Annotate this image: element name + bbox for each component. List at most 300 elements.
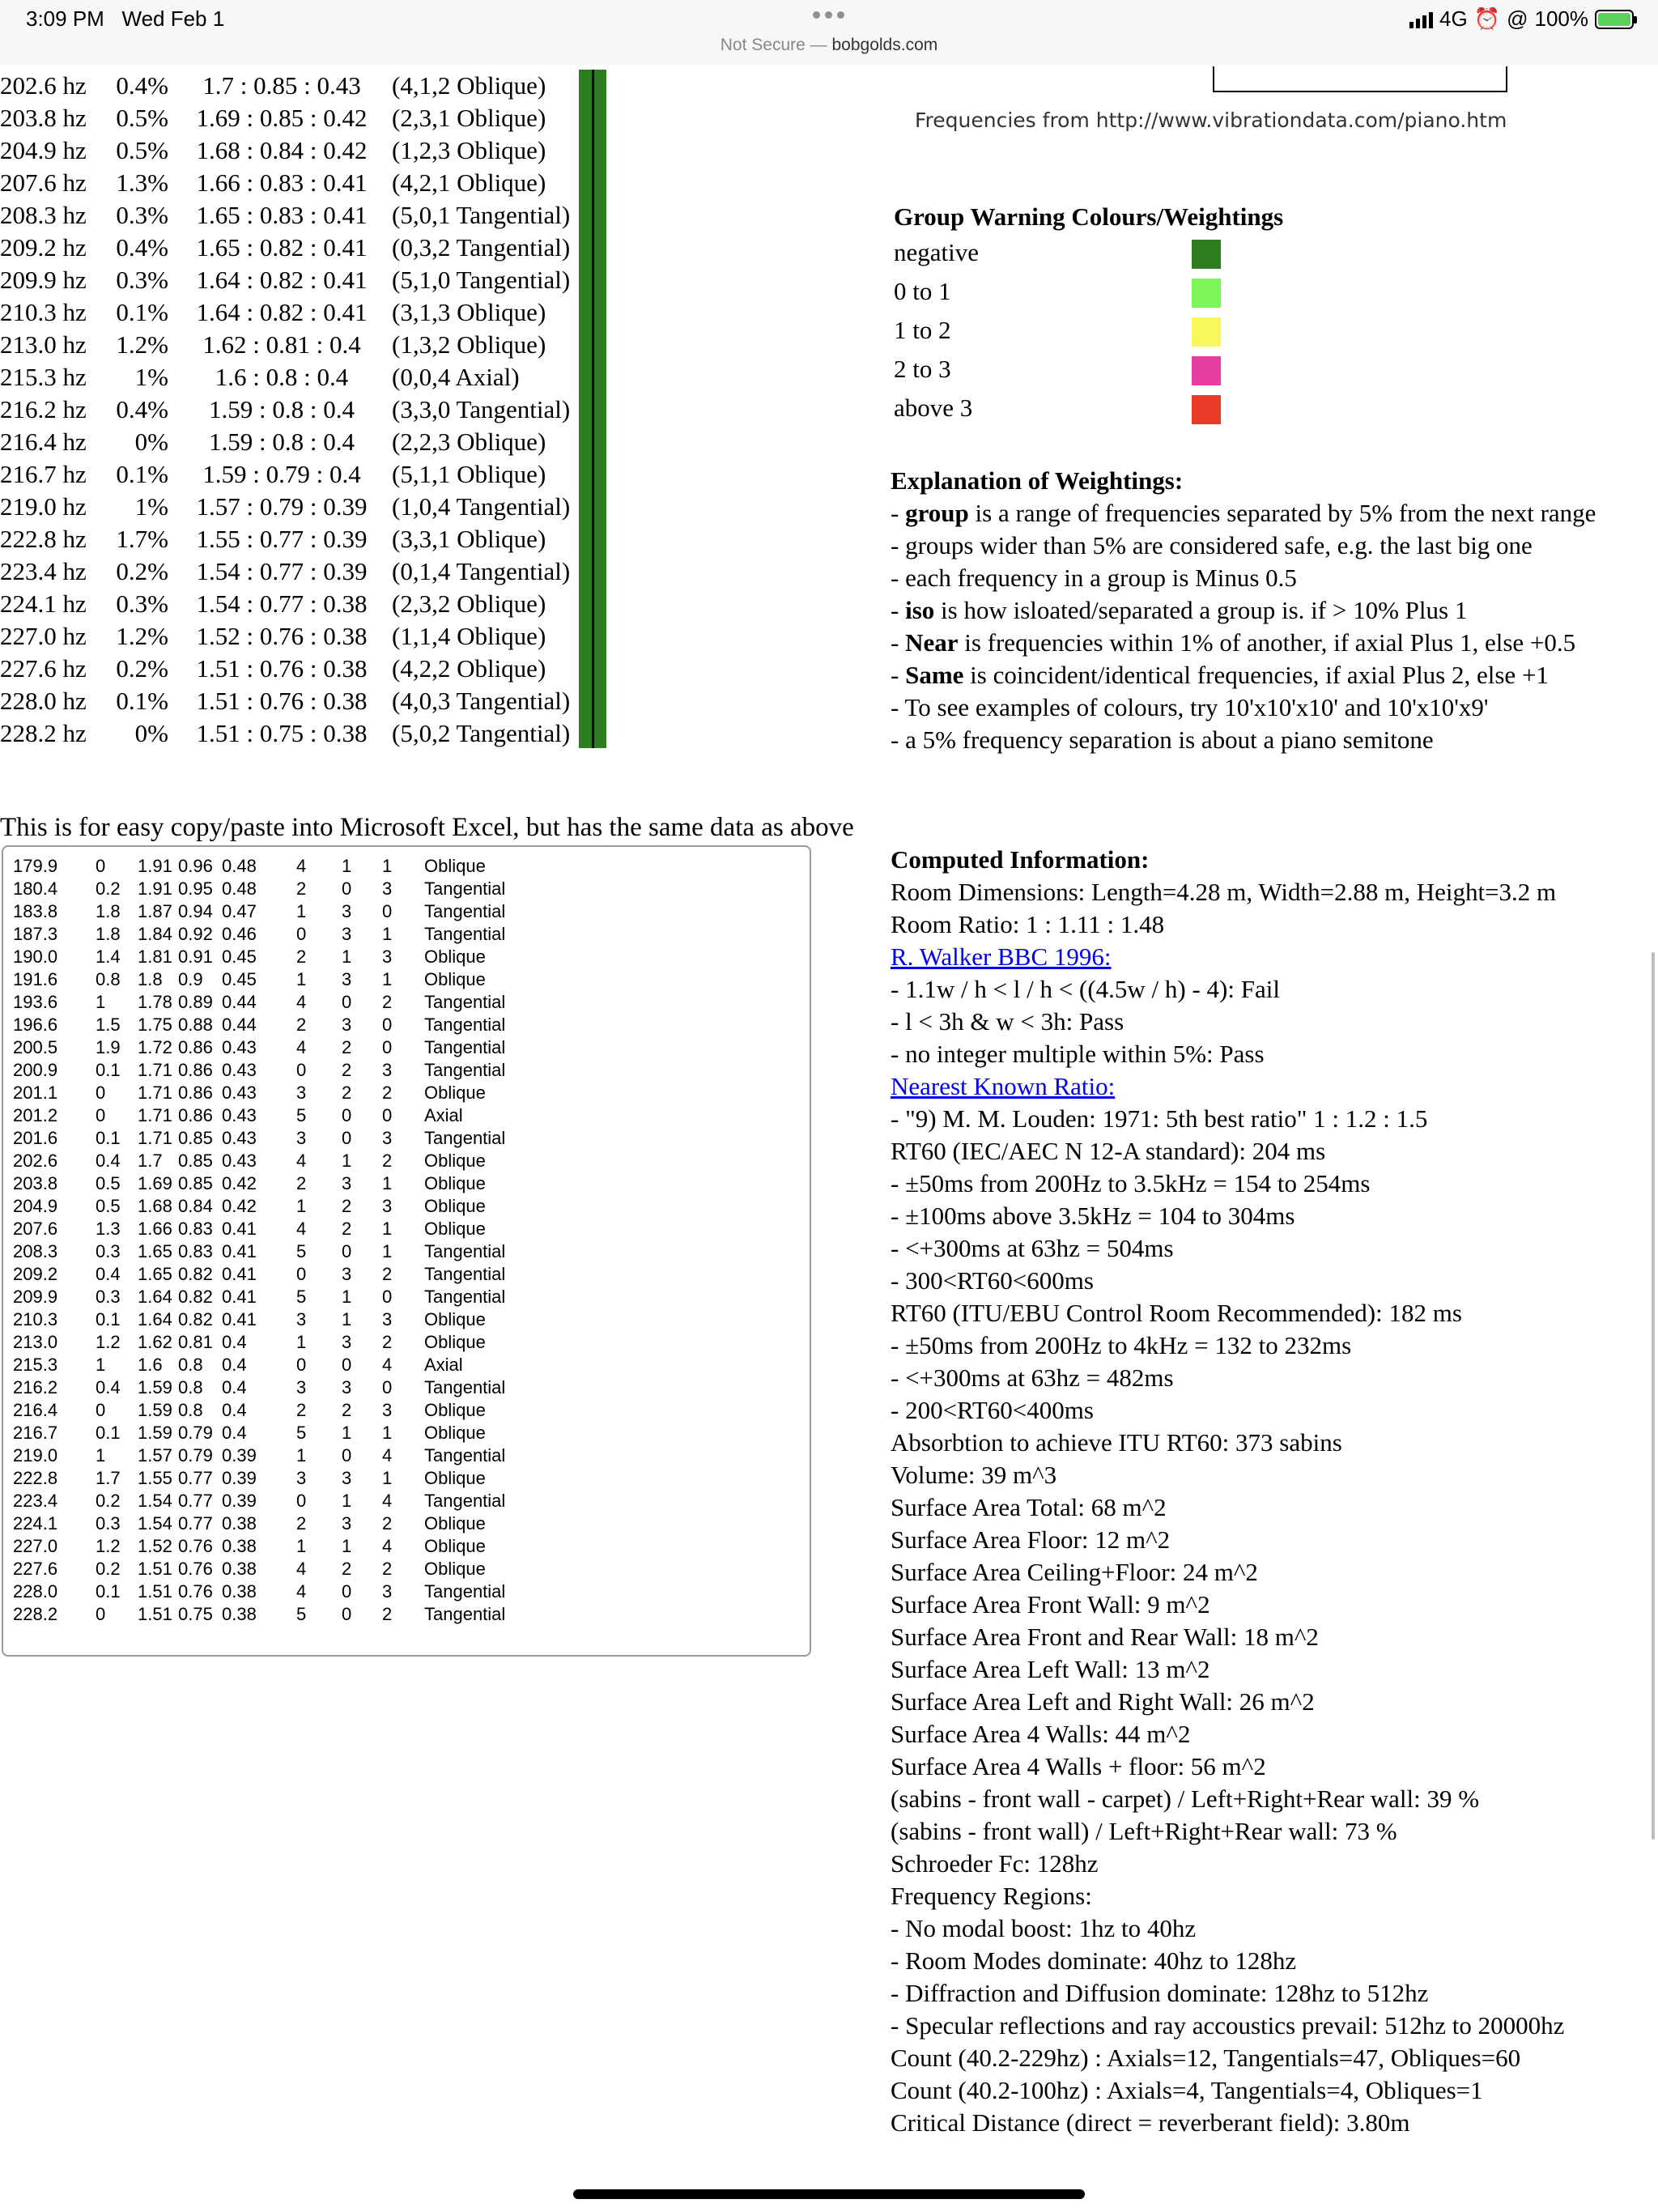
copy-cell: Tangential: [424, 1060, 506, 1080]
alarm-icon: ⏰: [1473, 6, 1501, 31]
copy-cell: 0.75: [178, 1604, 213, 1624]
copy-cell: 0.4: [96, 1264, 121, 1284]
copy-cell: 0.38: [222, 1604, 257, 1624]
copy-cell: 3: [342, 1332, 352, 1352]
copy-cell: 1.59: [138, 1423, 172, 1443]
copy-cell: 1.66: [138, 1219, 172, 1239]
copy-cell: 4: [382, 1445, 393, 1465]
mode-type: (5,0,2 Tangential): [392, 719, 571, 747]
copy-cell: 2: [382, 1559, 393, 1579]
legend-swatch: [1192, 240, 1221, 269]
mode-ratio: 1.65 : 0.83 : 0.41: [196, 201, 368, 229]
copy-cell: 4: [296, 1219, 307, 1239]
copy-cell: 0.77: [178, 1513, 213, 1534]
mode-ratio: 1.68 : 0.84 : 0.42: [196, 136, 368, 164]
copy-cell: 0.8: [178, 1377, 203, 1397]
copy-cell: 1: [382, 1241, 393, 1261]
computed-line: - No modal boost: 1hz to 40hz: [891, 1914, 1197, 1942]
copy-cell: 200.9: [13, 1060, 58, 1080]
copy-cell: 0.42: [222, 1196, 257, 1216]
copy-cell: 196.6: [13, 1015, 58, 1035]
copy-cell: 1: [382, 1173, 393, 1193]
mode-type: (3,3,0 Tangential): [392, 395, 571, 423]
copy-cell: Tangential: [424, 1015, 506, 1035]
copy-cell: 0: [342, 1128, 352, 1148]
copy-cell: 1.71: [138, 1105, 172, 1125]
computed-line: - 300<RT60<600ms: [891, 1266, 1094, 1295]
copy-cell: 0.43: [222, 1128, 257, 1148]
copy-cell: 0.92: [178, 924, 213, 944]
computed-line: Count (40.2-229hz) : Axials=12, Tangentials=47, Obliques=60: [891, 2044, 1521, 2072]
computed-line: - ±50ms from 200Hz to 4kHz = 132 to 232ms: [891, 1331, 1352, 1359]
legend-label: 0 to 1: [894, 277, 951, 305]
mode-separation: 0.4%: [116, 71, 168, 100]
copy-cell: 0: [382, 1037, 393, 1057]
status-time-date: [26, 6, 224, 32]
mode-separation: 0.1%: [116, 687, 168, 715]
copy-cell: 2: [296, 1513, 307, 1534]
copy-cell: 219.0: [13, 1445, 58, 1465]
copy-cell: 207.6: [13, 1219, 58, 1239]
copy-cell: 223.4: [13, 1491, 58, 1511]
copy-paste-heading: This is for easy copy/paste into Microsoft Excel, but has the same data as above: [0, 813, 854, 842]
mode-separation: 0.5%: [116, 104, 168, 132]
copy-cell: 0: [296, 1264, 307, 1284]
computed-line: Count (40.2-100hz) : Axials=4, Tangentials=4, Obliques=1: [891, 2076, 1483, 2104]
copy-cell: 3: [342, 1015, 352, 1035]
more-options-icon[interactable]: [813, 11, 844, 19]
copy-cell: 5: [296, 1105, 307, 1125]
copy-cell: 0.44: [222, 992, 257, 1012]
explanation-text: is coincident/identical frequencies, if axial Plus 2, else +1: [963, 661, 1549, 689]
copy-cell: 1.5: [96, 1015, 121, 1035]
copy-cell: 183.8: [13, 901, 58, 921]
copy-cell: 1: [382, 924, 393, 944]
mode-ratio: 1.64 : 0.82 : 0.41: [196, 266, 368, 294]
copy-cell: 2: [296, 1015, 307, 1035]
mode-ratio: 1.52 : 0.76 : 0.38: [196, 622, 368, 650]
copy-cell: Oblique: [424, 1309, 486, 1329]
copy-cell: Oblique: [424, 946, 486, 967]
mode-type: (5,1,0 Tangential): [392, 266, 571, 294]
copy-cell: 0.4: [222, 1332, 247, 1352]
copy-cell: 0: [342, 1355, 352, 1375]
computed-line: - ±100ms above 3.5kHz = 104 to 304ms: [891, 1202, 1295, 1230]
copy-cell: 2: [342, 1219, 352, 1239]
computed-line: - <+300ms at 63hz = 504ms: [891, 1234, 1174, 1262]
copy-cell: 1.91: [138, 878, 172, 899]
mode-frequency: 210.3 hz: [0, 298, 87, 326]
copy-cell: 3: [296, 1128, 307, 1148]
copy-cell: 1: [342, 1423, 352, 1443]
copy-cell: 1.54: [138, 1513, 172, 1534]
copy-cell: 0.8: [96, 969, 121, 989]
copy-cell: Tangential: [424, 901, 506, 921]
copy-cell: 0: [382, 901, 393, 921]
copy-cell: Oblique: [424, 1151, 486, 1171]
mode-frequency: 207.6 hz: [0, 168, 87, 197]
copy-cell: 0: [342, 1445, 352, 1465]
copy-cell: 179.9: [13, 856, 58, 876]
mode-ratio: 1.64 : 0.82 : 0.41: [196, 298, 368, 326]
copy-cell: 0.81: [178, 1332, 213, 1352]
computed-line: Surface Area Left Wall: 13 m^2: [891, 1655, 1210, 1683]
copy-cell: 3: [342, 1264, 352, 1284]
address-bar[interactable]: [0, 36, 1658, 55]
mode-separation: 0%: [134, 719, 168, 747]
copy-cell: 215.3: [13, 1355, 58, 1375]
mode-type: (4,2,1 Oblique): [392, 168, 546, 197]
copy-cell: 0.41: [222, 1309, 257, 1329]
computed-line: - 200<RT60<400ms: [891, 1396, 1094, 1424]
computed-line: Absorbtion to achieve ITU RT60: 373 sabins: [891, 1428, 1342, 1457]
copy-cell: 0: [296, 1491, 307, 1511]
copy-cell: 190.0: [13, 946, 58, 967]
copy-cell: 0: [342, 1581, 352, 1602]
copy-cell: 3: [382, 878, 393, 899]
copy-cell: 3: [382, 1581, 393, 1602]
copy-cell: 1.51: [138, 1559, 172, 1579]
explanation-text: -: [891, 499, 906, 527]
copy-cell: 1.64: [138, 1287, 172, 1307]
copy-cell: Oblique: [424, 1536, 486, 1556]
weightings-explanation: [891, 465, 1596, 756]
page-scrollbar[interactable]: [1652, 952, 1655, 1840]
explanation-line: [891, 659, 1596, 691]
excel-copy-textarea[interactable]: [2, 845, 811, 1657]
copy-cell: Oblique: [424, 1513, 486, 1534]
copy-cell: Oblique: [424, 1468, 486, 1488]
explanation-text: - each frequency in a group is Minus 0.5: [891, 564, 1297, 592]
copy-cell: 2: [296, 1400, 307, 1420]
copy-cell: 0.43: [222, 1060, 257, 1080]
copy-cell: 2: [342, 1559, 352, 1579]
copy-cell: 0.88: [178, 1015, 213, 1035]
explanation-text: - To see examples of colours, try 10'x10'x10' and 10'x10'x9': [891, 693, 1489, 721]
computed-title: Computed Information:: [891, 845, 1150, 874]
copy-cell: 227.0: [13, 1536, 58, 1556]
copy-cell: Oblique: [424, 856, 486, 876]
mode-ratio: 1.51 : 0.75 : 0.38: [196, 719, 368, 747]
copy-cell: 0.38: [222, 1513, 257, 1534]
mode-frequency: 215.3 hz: [0, 363, 87, 391]
copy-cell: 201.2: [13, 1105, 58, 1125]
copy-cell: 4: [382, 1536, 393, 1556]
copy-cell: 3: [342, 969, 352, 989]
copy-cell: 2: [382, 1604, 393, 1624]
copy-cell: 2: [342, 1196, 352, 1216]
mode-type: (3,1,3 Oblique): [392, 298, 546, 326]
explanation-line: [891, 530, 1596, 562]
copy-cell: 3: [296, 1377, 307, 1397]
copy-cell: 0.77: [178, 1491, 213, 1511]
copy-cell: Tangential: [424, 1377, 506, 1397]
copy-cell: 1: [296, 1536, 307, 1556]
copy-cell: 0.4: [222, 1377, 247, 1397]
copy-cell: Tangential: [424, 1604, 506, 1624]
copy-cell: 0.39: [222, 1491, 257, 1511]
security-label: Not Secure: [720, 36, 806, 54]
copy-cell: 222.8: [13, 1468, 58, 1488]
legend-item: [894, 389, 1283, 428]
copy-cell: 0.45: [222, 969, 257, 989]
mode-separation: 0.2%: [116, 557, 168, 585]
copy-cell: 2: [382, 992, 393, 1012]
copy-cell: 0.85: [178, 1173, 213, 1193]
mode-type: (2,3,1 Oblique): [392, 104, 546, 132]
computed-line: - ±50ms from 200Hz to 3.5kHz = 154 to 254ms: [891, 1169, 1371, 1197]
copy-cell: 1: [382, 1219, 393, 1239]
copy-cell: 3: [342, 901, 352, 921]
mode-separation: 0.5%: [116, 136, 168, 164]
copy-cell: 1: [342, 946, 352, 967]
copy-cell: 2: [342, 1083, 352, 1103]
copy-cell: 0.94: [178, 901, 213, 921]
copy-cell: 3: [296, 1083, 307, 1103]
mode-frequency: 203.8 hz: [0, 104, 87, 132]
copy-cell: 0.2: [96, 878, 121, 899]
copy-cell: 0.86: [178, 1037, 213, 1057]
mode-type: (5,1,1 Oblique): [392, 460, 546, 488]
copy-cell: 0.38: [222, 1559, 257, 1579]
copy-cell: 0.41: [222, 1264, 257, 1284]
copy-cell: 1: [342, 1536, 352, 1556]
computed-line: Surface Area Front and Rear Wall: 18 m^2: [891, 1623, 1319, 1651]
mode-separation: 0.4%: [116, 233, 168, 262]
copy-cell: 191.6: [13, 969, 58, 989]
copy-cell: 1.84: [138, 924, 172, 944]
mode-ratio: 1.59 : 0.8 : 0.4: [209, 395, 355, 423]
mode-frequency: 227.6 hz: [0, 654, 87, 683]
mode-frequency: 216.7 hz: [0, 460, 87, 488]
copy-cell: 3: [296, 1468, 307, 1488]
nearest-ratio-link[interactable]: Nearest Known Ratio:: [891, 1072, 1116, 1100]
copy-cell: 3: [342, 1468, 352, 1488]
computed-line: RT60 (ITU/EBU Control Room Recommended): 182 ms: [891, 1299, 1462, 1327]
copy-cell: 0.2: [96, 1491, 121, 1511]
explanation-text: is a range of frequencies separated by 5% from the next range: [968, 499, 1596, 527]
mode-type: (2,3,2 Oblique): [392, 589, 546, 618]
copy-cell: Tangential: [424, 1264, 506, 1284]
copy-cell: 1.6: [138, 1355, 163, 1375]
computed-line: Surface Area Left and Right Wall: 26 m^2: [891, 1687, 1315, 1716]
legend-swatch: [1192, 395, 1221, 424]
copy-cell: 2: [382, 1264, 393, 1284]
explanation-text: -: [891, 628, 906, 657]
copy-cell: 1.68: [138, 1196, 172, 1216]
copy-cell: 2: [342, 1400, 352, 1420]
copy-cell: 1.78: [138, 992, 172, 1012]
explanation-line: [891, 691, 1596, 724]
copy-cell: 3: [382, 1196, 393, 1216]
copy-cell: 0.38: [222, 1536, 257, 1556]
mode-ratio: 1.57 : 0.79 : 0.39: [196, 492, 368, 521]
copy-cell: 0.96: [178, 856, 213, 876]
copy-cell: 180.4: [13, 878, 58, 899]
copy-cell: Oblique: [424, 1400, 486, 1420]
copy-cell: 1.8: [96, 924, 121, 944]
copy-cell: 0.82: [178, 1309, 213, 1329]
copy-cell: 4: [296, 1037, 307, 1057]
walker-bbc-link[interactable]: R. Walker BBC 1996:: [891, 942, 1112, 971]
signal-icon: [1409, 11, 1433, 28]
mode-frequency: 224.1 hz: [0, 589, 87, 618]
copy-cell: 0: [342, 1105, 352, 1125]
explanation-text: is frequencies within 1% of another, if axial Plus 1, else +0.5: [958, 628, 1576, 657]
computed-line: Volume: 39 m^3: [891, 1461, 1057, 1489]
mode-ratio: 1.54 : 0.77 : 0.38: [196, 589, 368, 618]
mode-frequency: 227.0 hz: [0, 622, 87, 650]
copy-cell: 4: [382, 1491, 393, 1511]
copy-cell: Oblique: [424, 1332, 486, 1352]
nearest-ratio-value: - "9) M. M. Louden: 1971: 5th best ratio" 1 : 1.2 : 1.5: [891, 1104, 1428, 1133]
mode-ratio: 1.6 : 0.8 : 0.4: [215, 363, 349, 391]
copy-cell: 0.77: [178, 1468, 213, 1488]
mode-separation: 1%: [134, 492, 168, 521]
copy-cell: 0.46: [222, 924, 257, 944]
mode-frequency: 208.3 hz: [0, 201, 87, 229]
copy-cell: 1: [342, 1151, 352, 1171]
copy-cell: 4: [382, 1355, 393, 1375]
copy-cell: 0.41: [222, 1219, 257, 1239]
copy-cell: 0.76: [178, 1559, 213, 1579]
battery-icon: [1595, 10, 1634, 29]
copy-cell: 0.1: [96, 1060, 121, 1080]
copy-cell: Oblique: [424, 1423, 486, 1443]
copy-cell: 0.79: [178, 1423, 213, 1443]
copy-cell: 0.1: [96, 1128, 121, 1148]
copy-cell: 2: [382, 1083, 393, 1103]
copy-cell: 0.4: [96, 1151, 121, 1171]
copy-cell: 1.8: [96, 901, 121, 921]
explanation-line: [891, 562, 1596, 594]
copy-cell: 2: [296, 1173, 307, 1193]
copy-cell: 0.89: [178, 992, 213, 1012]
computed-line: (sabins - front wall) / Left+Right+Rear wall: 73 %: [891, 1817, 1397, 1845]
copy-cell: 1.55: [138, 1468, 172, 1488]
copy-cell: 1: [296, 1332, 307, 1352]
copy-cell: 2: [296, 946, 307, 967]
copy-cell: Tangential: [424, 1128, 506, 1148]
copy-cell: 1.91: [138, 856, 172, 876]
copy-cell: 0.76: [178, 1581, 213, 1602]
copy-cell: 216.7: [13, 1423, 58, 1443]
copy-cell: 3: [382, 1309, 393, 1329]
mode-separation: 0.1%: [116, 298, 168, 326]
mode-separation: 1.2%: [116, 330, 168, 359]
copy-cell: Tangential: [424, 924, 506, 944]
copy-cell: 0.84: [178, 1196, 213, 1216]
mode-type: (1,2,3 Oblique): [392, 136, 546, 164]
copy-cell: 0.48: [222, 878, 257, 899]
mode-frequency: 209.9 hz: [0, 266, 87, 294]
mode-type: (0,1,4 Tangential): [392, 557, 571, 585]
mode-type: (2,2,3 Oblique): [392, 428, 546, 456]
copy-cell: 0: [96, 1105, 106, 1125]
mode-type: (1,0,4 Tangential): [392, 492, 571, 521]
mode-type: (1,1,4 Oblique): [392, 622, 546, 650]
legend-swatch: [1192, 356, 1221, 385]
mode-type: (5,0,1 Tangential): [392, 201, 571, 229]
copy-cell: 0.48: [222, 856, 257, 876]
mode-frequency: 202.6 hz: [0, 71, 87, 100]
copy-cell: 1: [96, 1355, 106, 1375]
mode-ratio: 1.51 : 0.76 : 0.38: [196, 654, 368, 683]
copy-cell: 3: [382, 946, 393, 967]
mode-type: (0,0,4 Axial): [392, 363, 520, 391]
mode-ratio: 1.51 : 0.76 : 0.38: [196, 687, 368, 715]
explanation-term: iso: [905, 596, 935, 624]
copy-cell: Oblique: [424, 1196, 486, 1216]
copy-cell: 5: [296, 1287, 307, 1307]
copy-cell: 0.5: [96, 1196, 121, 1216]
home-indicator[interactable]: [573, 2189, 1085, 2199]
status-time: 3:09 PM: [26, 6, 104, 31]
copy-cell: Oblique: [424, 1559, 486, 1579]
copy-cell: 0.43: [222, 1083, 257, 1103]
copy-cell: 0.39: [222, 1468, 257, 1488]
copy-cell: 1.59: [138, 1377, 172, 1397]
explanation-line: [891, 627, 1596, 659]
url-separator: —: [810, 36, 827, 54]
copy-cell: 0.86: [178, 1083, 213, 1103]
mode-separation: 0.3%: [116, 589, 168, 618]
explanation-title: Explanation of Weightings:: [891, 466, 1184, 495]
mode-ratio: 1.54 : 0.77 : 0.39: [196, 557, 368, 585]
legend-title: Group Warning Colours/Weightings: [894, 202, 1284, 231]
copy-cell: 1.81: [138, 946, 172, 967]
computed-line: - Diffraction and Diffusion dominate: 128hz to 512hz: [891, 1979, 1429, 2007]
copy-cell: 0.47: [222, 901, 257, 921]
copy-cell: 1.62: [138, 1332, 172, 1352]
copy-cell: 1.7: [96, 1468, 121, 1488]
copy-cell: Tangential: [424, 1241, 506, 1261]
copy-cell: 1.87: [138, 901, 172, 921]
copy-cell: 3: [342, 1513, 352, 1534]
computed-line: Surface Area 4 Walls: 44 m^2: [891, 1720, 1191, 1748]
explanation-term: Near: [905, 628, 959, 657]
copy-cell: 0.86: [178, 1105, 213, 1125]
legend-item: [894, 272, 1283, 311]
copy-cell: 1: [382, 1468, 393, 1488]
computed-line: Surface Area Front Wall: 9 m^2: [891, 1590, 1210, 1619]
copy-cell: 209.9: [13, 1287, 58, 1307]
copy-cell: 1.51: [138, 1581, 172, 1602]
copy-cell: 1.3: [96, 1219, 121, 1239]
copy-cell: 209.2: [13, 1264, 58, 1284]
mode-ratio: 1.55 : 0.77 : 0.39: [196, 525, 368, 553]
copy-cell: 2: [382, 1332, 393, 1352]
computed-line: RT60 (IEC/AEC N 12-A standard): 204 ms: [891, 1137, 1326, 1165]
mode-ratio: 1.65 : 0.82 : 0.41: [196, 233, 368, 262]
copy-cell: 3: [382, 1060, 393, 1080]
copy-cell: 4: [296, 992, 307, 1012]
copy-cell: 2: [382, 1151, 393, 1171]
legend-swatch: [1192, 317, 1221, 347]
copy-cell: 1: [342, 1491, 352, 1511]
mode-frequency: 222.8 hz: [0, 525, 87, 553]
copy-cell: Tangential: [424, 878, 506, 899]
legend-label: negative: [894, 238, 980, 266]
copy-cell: 213.0: [13, 1332, 58, 1352]
copy-cell: 0.79: [178, 1445, 213, 1465]
mode-ratio: 1.7 : 0.85 : 0.43: [202, 71, 361, 100]
copy-cell: 0: [296, 924, 307, 944]
copy-cell: 1.2: [96, 1332, 121, 1352]
copy-cell: 0.42: [222, 1173, 257, 1193]
copy-cell: 0.3: [96, 1513, 121, 1534]
copy-cell: 224.1: [13, 1513, 58, 1534]
